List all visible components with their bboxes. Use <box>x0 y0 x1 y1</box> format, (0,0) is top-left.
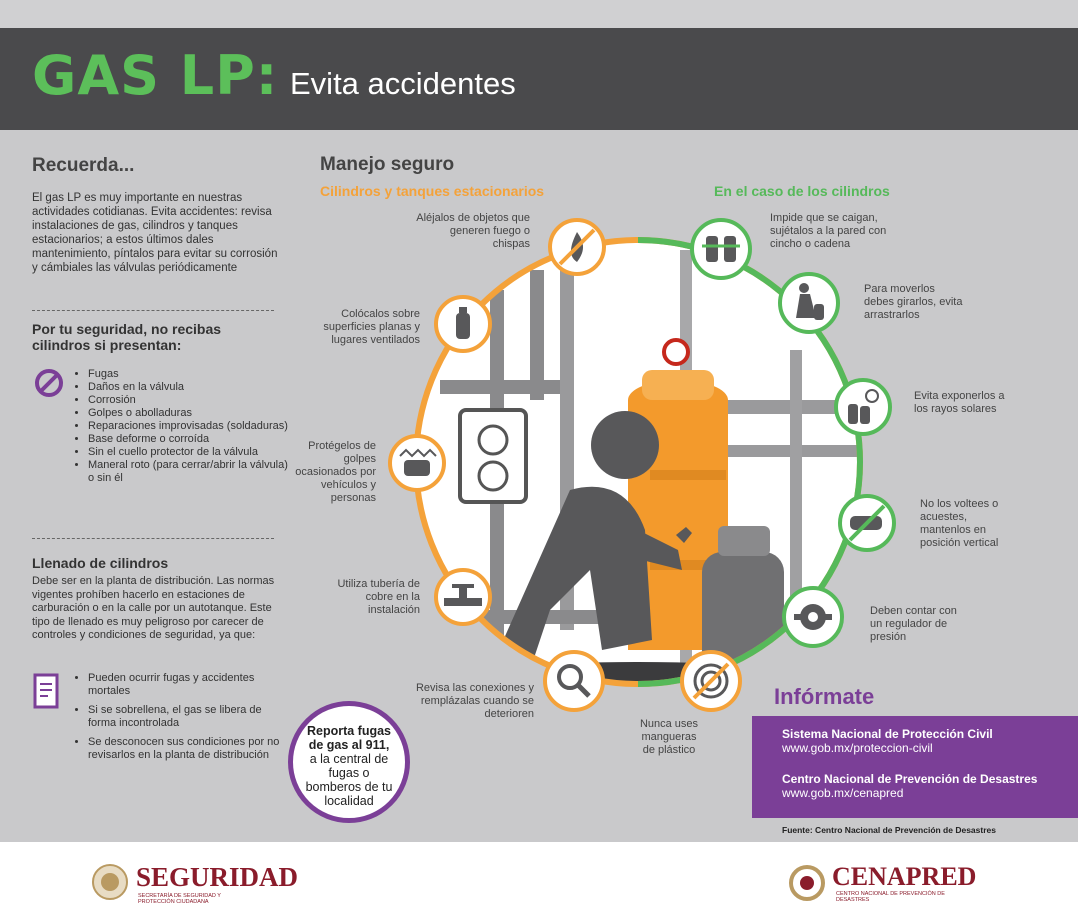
recuerda-text: El gas LP es muy importante en nuestras actividades cotidianas. Evita accidentes: revisa instalaciones de gas, cilindros y tanques estacionarios; a estos últimos dales mantenimiento, píntalos para evitar su corrosión y cámbiales las válvulas periódicamente <box>32 192 278 274</box>
report-line2: a la central de fugas o bomberos de tu localidad <box>305 752 393 808</box>
list-item: • Golpes o abolladuras <box>88 407 288 420</box>
caso-cilindros-heading: En el caso de los cilindros <box>714 183 890 199</box>
title-gas-lp: GAS LP: <box>32 44 279 107</box>
list-item: • Maneral roto (para cerrar/abrir la válvula) o sin él <box>88 459 288 485</box>
caption-colocalos: Colócalos sobre superficies planas y lugares ventilados <box>323 308 420 346</box>
list-item: • Daños en la válvula <box>88 381 288 394</box>
seguridad-heading: Por tu seguridad, no recibas cilindros si presentan: <box>32 321 222 353</box>
llenado-text: Debe ser en la planta de distribución. Las normas vigentes prohíben hacerlo en estaciones de carburación o en la calle por un autotanque. Este tipo de llenado es muy peligroso por carecer de controles y condiciones de seguridad, ya que: <box>32 575 275 641</box>
cenapred-logo-text: CENAPRED <box>832 862 977 891</box>
divider <box>32 310 274 311</box>
move-cylinder-icon <box>778 272 840 334</box>
caption-tuberia: Utiliza tubería de cobre en la instalación <box>337 578 420 616</box>
caption-mangueras: Nunca uses mangueras de plástico <box>639 718 699 756</box>
regulator-icon <box>782 586 844 648</box>
caption-protegelos: Protégelos de golpes ocasionados por vehículos y personas <box>295 440 376 504</box>
cenapred-logo-sub: CENTRO NACIONAL DE PREVENCIÓN DE DESASTRES <box>836 891 945 903</box>
top-band <box>0 0 1078 28</box>
seguridad-list <box>74 368 288 485</box>
list-item: • Pueden ocurrir fugas y accidentes mortales <box>88 672 288 698</box>
caption-revisa: Revisa las conexiones y remplázalas cuando se deterioren <box>415 682 534 720</box>
chained-cylinders-icon <box>690 218 752 280</box>
caption-solares: Evita exponerlos a los rayos solares <box>914 390 1005 415</box>
hose-prohibited-icon <box>680 650 742 712</box>
org2-name: Centro Nacional de Prevención de Desastres <box>782 772 1038 786</box>
list-item: • Sin el cuello protector de la válvula <box>88 446 288 459</box>
list-item: • Fugas <box>88 368 288 381</box>
horizontal-cylinder-prohibited-icon <box>838 494 896 552</box>
cenapred-logo-icon <box>788 864 826 902</box>
llenado-list <box>74 672 288 768</box>
source-note: Fuente: Centro Nacional de Prevención de Desastres <box>782 825 996 835</box>
list-item: • Reparaciones improvisadas (soldaduras) <box>88 420 288 433</box>
caption-voltees: No los voltees o acuestes, mantenlos en posición vertical <box>920 498 999 549</box>
title-subtitle: Evita accidentes <box>290 66 516 101</box>
seguridad-logo-sub: SECRETARÍA DE SEGURIDAD Y PROTECCIÓN CIUDADANA <box>138 893 221 905</box>
list-item: • Base deforme o corroída <box>88 433 288 446</box>
mexico-seal-logo <box>90 862 130 902</box>
protected-tank-icon <box>388 434 446 492</box>
org2-url: www.gob.mx/cenapred <box>782 786 904 800</box>
valve-pipe-icon <box>434 568 492 626</box>
caption-impide: Impide que se caigan, sujétalos a la pared con cincho o cadena <box>770 212 887 250</box>
cylinder-icon <box>434 295 492 353</box>
informate-heading: Infórmate <box>774 684 875 709</box>
report-badge <box>288 701 410 823</box>
report-line1: Reporta fugas de gas al 911, <box>306 724 392 752</box>
fire-prohibited-icon <box>548 218 606 276</box>
prohibited-icon <box>34 368 64 398</box>
list-item: • Se desconocen sus condiciones por no revisarlos en la planta de distribución <box>88 736 288 762</box>
manejo-heading: Manejo seguro <box>320 154 455 175</box>
org1-name: Sistema Nacional de Protección Civil <box>782 727 993 741</box>
caption-moverlos: Para moverlos debes girarlos, evita arrastrarlos <box>864 283 963 321</box>
list-item: • Corrosión <box>88 394 288 407</box>
seguridad-logo-text: SEGURIDAD <box>136 862 299 892</box>
divider <box>32 538 274 539</box>
magnifier-icon <box>543 650 605 712</box>
caption-regulador: Deben contar con un regulador de presión <box>870 605 957 643</box>
cilindros-tanques-heading: Cilindros y tanques estacionarios <box>320 183 545 199</box>
document-icon <box>32 672 62 712</box>
caption-alejalos: Aléjalos de objetos que generen fuego o chispas <box>416 212 530 250</box>
org1-url: www.gob.mx/proteccion-civil <box>782 741 933 755</box>
llenado-heading: Llenado de cilindros <box>32 555 169 571</box>
sun-prohibited-icon <box>834 378 892 436</box>
list-item: • Si se sobrellena, el gas se libera de forma incontrolada <box>88 704 288 730</box>
recuerda-heading: Recuerda... <box>32 155 135 176</box>
